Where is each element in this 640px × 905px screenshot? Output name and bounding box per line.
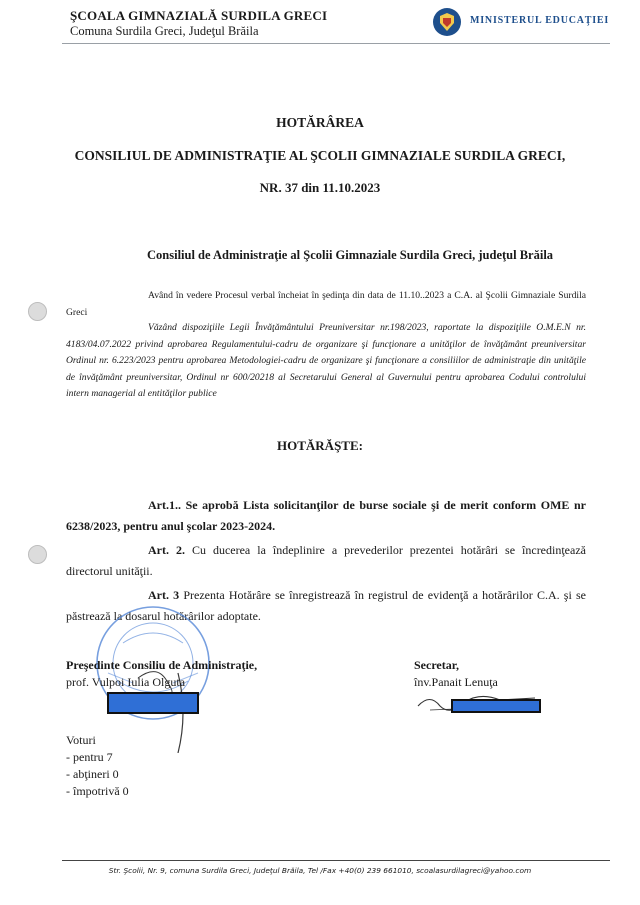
council-heading: Consiliul de Administraţie al Şcolii Gimnaziale Surdila Greci, judeţul Brăila xyxy=(147,248,554,262)
decides-heading: HOTĂRĂŞTE: xyxy=(277,438,363,453)
article-2-label: Art. 2. xyxy=(148,543,185,557)
president-name: prof. Vulpoi Iulia Olguta xyxy=(66,675,186,689)
preamble-paragraph-1: Având în vedere Procesul verbal încheiat în şedinţa din data de 11.10..2023 a C.A. al Şcolii Gimnaziale Surdila Greci xyxy=(66,290,586,318)
article-3-label: Art. 3 xyxy=(148,588,180,602)
votes-heading: Voturi xyxy=(66,733,96,747)
president-title: Preşedinte Consiliu de Administraţie, xyxy=(66,658,258,672)
secretary-name: înv.Panait Lenuţa xyxy=(414,675,498,689)
punch-hole xyxy=(28,545,47,564)
article-1-label: Art.1. xyxy=(148,498,178,512)
ministry-label: MINISTERUL EDUCAŢIEI xyxy=(470,15,610,26)
redaction-box xyxy=(451,699,541,713)
school-commune: Comuna Surdila Greci, Judeţul Brăila xyxy=(70,24,259,38)
footer-address: Str. Şcolii, Nr. 9, comuna Surdila Greci, Judeţul Brăila, Tel /Fax +40(0) 239 661010, scoalasurdilagreci@yahoo.com xyxy=(108,866,532,875)
footer-divider xyxy=(62,860,610,861)
votes-against: - împotrivă 0 xyxy=(66,784,129,798)
coat-of-arms-icon xyxy=(432,7,462,37)
article-1-text: . Se aprobă Lista solicitanţilor de burse sociale şi de merit conform OME nr 6238/2023, pentru anul şcolar 2023-2024. xyxy=(66,498,586,533)
article-2 xyxy=(66,540,586,582)
document-title: HOTĂRÂREA xyxy=(276,115,364,130)
article-1 xyxy=(66,495,586,537)
redaction-box xyxy=(107,692,199,714)
votes-abstain: - abţineri 0 xyxy=(66,767,119,781)
article-2-text: Cu ducerea la îndeplinire a prevederilor prezentei hotărâri se încredinţează directorul unităţii. xyxy=(66,543,586,578)
article-3-text: Prezenta Hotărâre se înregistrează în registrul de evidenţă a hotărârilor C.A. şi se păstrează la dosarul hotărârilor adoptate. xyxy=(66,588,586,623)
votes-for: - pentru 7 xyxy=(66,750,113,764)
header-divider xyxy=(62,43,610,44)
document-number: NR. 37 din 11.10.2023 xyxy=(259,180,381,195)
preamble-paragraph-2: Văzând dispoziţiile Legii Învăţământului Preuniversitar nr.198/2023, raportate la dispoziţiile O.M.E.N nr. 4183/04.07.2022 privind aprobarea Regulamentului-cadru de organizare şi funcţionare a unităţilor de învăţământ preuniversitar Ordinul nr. 6.223/2023 pentru aprobarea Metodologiei-cadru de organizare şi funcţionare a consiliilor de administraţie din unităţile de învăţământ preuniversitar, Ordinul nr 600/20218 al Secretarului General al Guvernului pentru aprobarea Codului controlului intern managerial al entităţilor publice xyxy=(66,322,586,399)
document-subtitle: CONSILIUL DE ADMINISTRAŢIE AL ŞCOLII GIMNAZIALE SURDILA GRECI, xyxy=(74,148,566,163)
punch-hole xyxy=(28,302,47,321)
school-name: ŞCOALA GIMNAZIALĂ SURDILA GRECI xyxy=(70,8,328,23)
secretary-title: Secretar, xyxy=(414,658,459,672)
